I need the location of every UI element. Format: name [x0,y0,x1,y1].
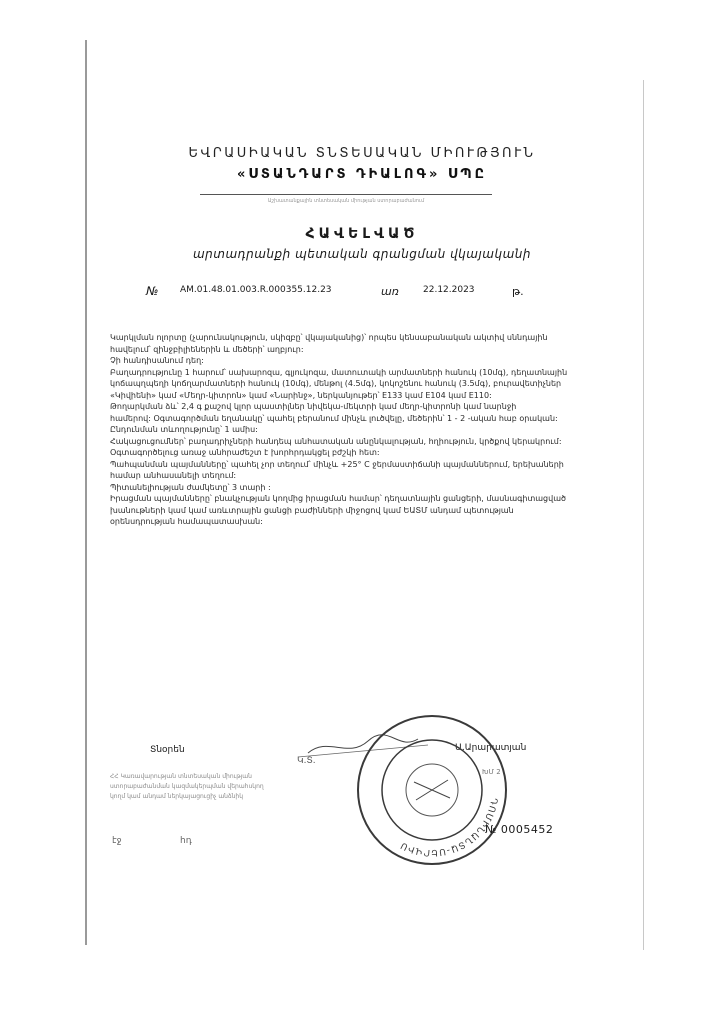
signatory-line: կողմ կամ անդամ ներկայացուցիչ անձնիկ [110,793,244,800]
certificate-number: AM.01.48.01.003.R.000355.12.23 [180,285,332,295]
page-label: էջ [112,836,122,846]
organization-subline: Աշխատանքային տնտեսական միության ստորաբաժանում [267,198,425,204]
body-line: կոճապղպեղի կոճղարմատների հանուկ (10մգ), մենթոլ (4.5մգ), կոկոշենու հանուկ (3.5մգ), բուրավետիչներ [110,379,562,388]
signatory-details [110,772,300,802]
signatory-line: ՀՀ Կառավարության տնտեսական միության [110,773,252,780]
signatory-code: ԽՄ 2 [482,768,501,776]
body-line: «Կիվիենի» կամ «Մեղր-կիտրոն» կամ «Նարինջ», ներկանյութեր՝ E133 կամ E104 կամ E110: [110,390,492,400]
body-line: Պիտանելիության ժամկետը՝ 3 տարի : [110,482,271,492]
number-sign: № [146,284,159,298]
body-text [110,332,590,528]
serial-number: № 0005452 [485,823,554,836]
svg-text:ԴՈՄԻՆԱՆՏԱ-ՍԵՐՎԻՍ: ԴՈՄԻՆԱՆՏԱ-ՍԵՐՎԻՍ [398,796,499,858]
body-line: Կարկլման ոլորտը (չարունակություն, սկիզբը՝ վկայականից)՝ որպես կենսաբանական ակտիվ սննդային [110,333,548,342]
body-line: Չի հանդիսանում դեղ: [110,356,204,365]
document-title: ՀԱՎԵԼՎԱԾ [305,226,419,242]
scan-edge-right [643,80,644,950]
body-line: հավելում՝ զինջբիլիեներին և մեծերի՝ աղբյուր: [110,344,304,354]
body-line: Ընդունման տևողությունը՝ 1 ամիս: [110,425,258,434]
body-line: խանութների կամ կամ առևտրային ցանցի բաժինների միջոցով կամ ԵԱՏՄ անդամ պետության [110,505,514,515]
header-rule [200,194,492,195]
document-subtitle: արտադրանքի պետական գրանցման վկայականի [192,247,532,261]
signatory-line: ստորաբաժանման կազմակերպման վերահսկող [110,783,264,790]
copy-label: հդ [180,836,192,846]
body-line: Օգտագործելուց առաջ անհրաժեշտ է խորհրդակցել բժշկի հետ: [110,448,380,457]
signatory-name: Ա.Արարատյան [455,743,527,753]
body-line: համար անհասանելի տեղում: [110,471,237,480]
organization-name: «ՍՏԱՆԴԱՐՏ ԴԻԱԼՈԳ» ՍՊԸ [236,167,488,182]
date-suffix: թ. [512,285,524,298]
seal-place-label: Կ.Տ. [297,756,316,766]
round-seal-stamp [352,710,512,870]
certificate-date: 22.12.2023 [423,285,475,295]
body-line: համերով: Օգտագործման եղանակը՝ պահել բերանում մինչև լուծվելը, մեծերին՝ 1 - 2 -ական հաբ օրական: [110,413,558,423]
body-line: Հակացուցումներ՝ բաղադրիչների հանդեպ անհատական անընկալության, հղիություն, կրծքով կերակրում: [110,436,562,446]
body-line: Թողարկման ձև՝ 2,4 գ քաշով կլոր պաստիլներ նիվեկա-մեկտրի կամ մեղր-կիտրոնի կամ նարնջի [110,402,517,411]
body-line: Պահպանման պայմանները՝ պահել չոր տեղում՝ մինչև +25° C ջերմաստիճանի պայմաններում, երեխաների [110,459,564,469]
date-label: առ [381,285,399,298]
body-line: Բաղադրությունը 1 հարում՝ սախարոզա, գլյուկոզա, մատուտակի արմատների հանուկ (10մգ), դեղատնային [110,367,568,377]
organization-union: ԵՎՐԱՍԻԱԿԱՆ ՏՆՏԵՍԱԿԱՆ ՄԻՈՒԹՅՈՒՆ [188,146,536,161]
director-label: Տնօրեն [150,745,185,755]
body-line: Իրացման պայմանները՝ բնակչության կողմից իրացման համար՝ դեղատնային ցանցերի, մասնագիտացված [110,494,566,503]
body-line: օրենսդրության համապատասխան: [110,517,263,526]
